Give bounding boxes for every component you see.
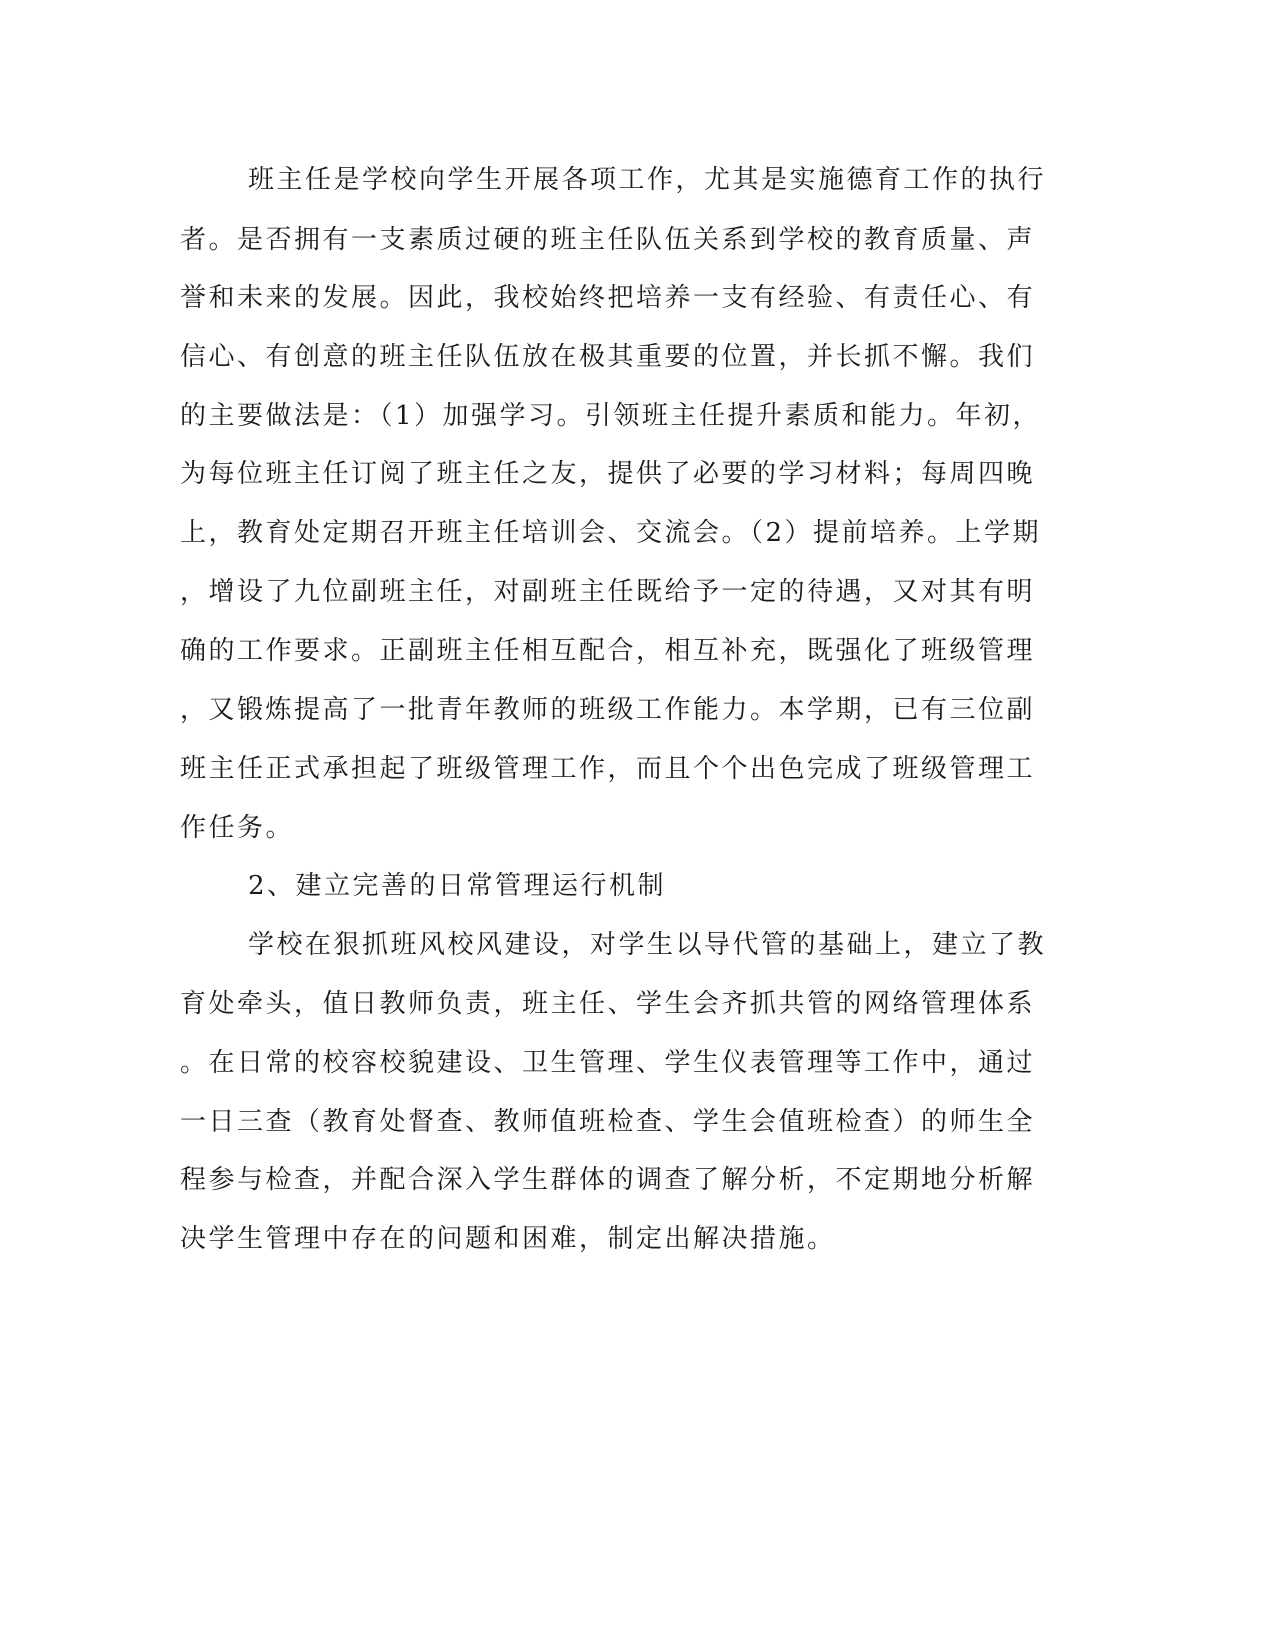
paragraph-1-line-1: 班主任是学校向学生开展各项工作，尤其是实施德育工作的执行 [248,165,1047,195]
paragraph-1-line-8: ，增设了九位副班主任，对副班主任既给予一定的待遇，又对其有明 [180,577,1036,607]
paragraph-1-line-11: 班主任正式承担起了班级管理工作，而且个个出色完成了班级管理工 [180,754,1036,784]
paragraph-2-line-4: 一日三查（教育处督查、教师值班检查、学生会值班检查）的师生全 [180,1107,1036,1137]
paragraph-1-line-4: 信心、有创意的班主任队伍放在极其重要的位置，并长抓不懈。我们 [180,342,1036,372]
paragraph-1-line-9: 确的工作要求。正副班主任相互配合，相互补充，既强化了班级管理 [180,636,1036,666]
paragraph-2-line-6: 决学生管理中存在的问题和困难，制定出解决措施。 [180,1224,836,1254]
paragraph-1-line-10: ，又锻炼提高了一批青年教师的班级工作能力。本学期，已有三位副 [180,695,1036,725]
paragraph-1-line-12: 作任务。 [180,813,295,843]
paragraph-2-line-3: 。在日常的校容校貌建设、卫生管理、学生仪表管理等工作中，通过 [180,1048,1036,1078]
paragraph-1-line-6: 为每位班主任订阅了班主任之友，提供了必要的学习材料；每周四晚 [180,459,1036,489]
paragraph-1-line-3: 誉和未来的发展。因此，我校始终把培养一支有经验、有责任心、有 [180,283,1036,313]
paragraph-2-line-1: 学校在狠抓班风校风建设，对学生以导代管的基础上，建立了教 [248,930,1047,960]
paragraph-2-line-5: 程参与检查，并配合深入学生群体的调查了解分析，不定期地分析解 [180,1165,1036,1195]
paragraph-1-line-7: 上，教育处定期召开班主任培训会、交流会。（2）提前培养。上学期 [180,518,1042,548]
paragraph-1-line-2: 者。是否拥有一支素质过硬的班主任队伍关系到学校的教育质量、声 [180,225,1036,255]
paragraph-2-line-2: 育处牵头，值日教师负责，班主任、学生会齐抓共管的网络管理体系 [180,989,1036,1019]
section-heading: 2、建立完善的日常管理运行机制 [248,871,667,901]
paragraph-1-line-5: 的主要做法是：（1）加强学习。引领班主任提升素质和能力。年初， [180,401,1042,431]
